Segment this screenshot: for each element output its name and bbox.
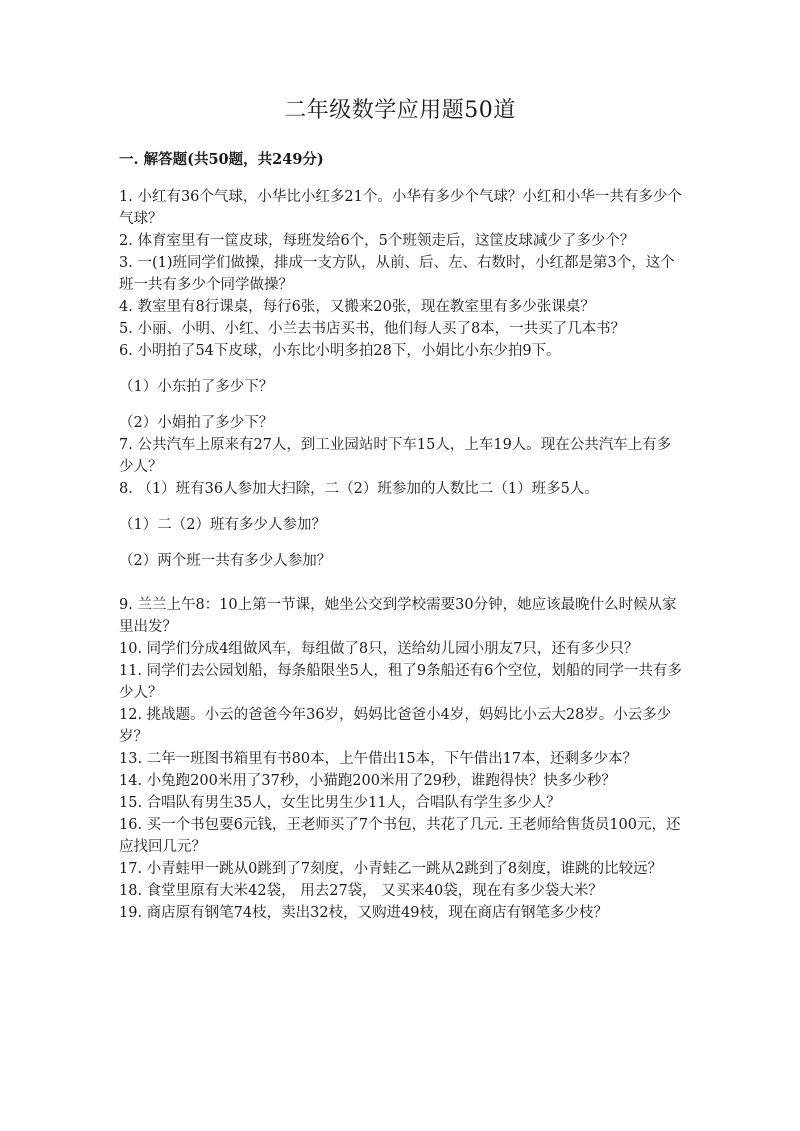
question-11: 11. 同学们去公园划船，每条船限坐5人，租了9条船还有6个空位，划船的同学一共有多少人？ xyxy=(119,663,682,701)
question-17: 17. 小青蛙甲一跳从0跳到了7刻度，小青蛙乙一跳从2跳到了8刻度，谁跳的比较远？ xyxy=(119,861,663,877)
question-8-part-1: （1）二（2）班有多少人参加？ xyxy=(119,517,326,533)
question-2: 2. 体育室里有一筐皮球，每班发给6个，5个班领走后，这筐皮球减少了多少个？ xyxy=(119,233,635,249)
question-5: 5. 小丽、小明、小红、小兰去书店买书，他们每人买了8本，一共买了几本书？ xyxy=(119,321,626,337)
question-3: 3. 一(1)班同学们做操，排成一支方队，从前、后、左、右数时，小红都是第3个，这个班一共有多少个同学做操？ xyxy=(119,255,675,293)
question-1: 1. 小红有36个气球，小华比小红多21个。小华有多少个气球？小红和小华一共有多少个气球？ xyxy=(119,189,682,227)
question-9: 9. 兰兰上午8：10上第一节课，她坐公交到学校需要30分钟，她应该最晚什么时候从家里出发？ xyxy=(119,597,677,635)
question-15: 15. 合唱队有男生35人，女生比男生少11人，合唱队有学生多少人？ xyxy=(119,795,561,811)
question-18: 18. 食堂里原有大米42袋， 用去27袋， 又买来40袋，现在有多少袋大米？ xyxy=(119,883,603,899)
section-heading: 一. 解答题(共50题，共249分) xyxy=(119,151,324,168)
question-12: 12. 挑战题。小云的爸爸今年36岁，妈妈比爸爸小4岁，妈妈比小云大28岁。小云多少岁？ xyxy=(119,707,672,745)
question-list xyxy=(119,186,684,924)
question-6-part-1: （1）小东拍了多少下？ xyxy=(119,379,274,395)
document-title: 二年级数学应用题50道 xyxy=(284,98,516,123)
question-19: 19. 商店原有钢笔74枝，卖出32枝，又购进49枝，现在商店有钢笔多少枝？ xyxy=(119,905,609,921)
question-6: 6. 小明拍了54下皮球，小东比小明多拍28下，小娟比小东少拍9下。 xyxy=(119,343,561,359)
question-13: 13. 二年一班图书箱里有书80本，上午借出15本，下午借出17本，还剩多少本？ xyxy=(119,751,638,767)
question-8: 8. （1）班有36人参加大扫除，二（2）班参加的人数比二（1）班多5人。 xyxy=(119,481,599,497)
question-4: 4. 教室里有8行课桌，每行6张，又搬来20张，现在教室里有多少张课桌？ xyxy=(119,299,595,315)
question-10: 10. 同学们分成4组做风车，每组做了8只，送给幼儿园小朋友7只，还有多少只？ xyxy=(119,641,639,657)
question-8-part-2: （2）两个班一共有多少人参加？ xyxy=(119,553,332,569)
question-14: 14. 小兔跑200米用了37秒，小猫跑200米用了29秒，谁跑得快？快多少秒？ xyxy=(119,773,616,789)
question-16: 16. 买一个书包要6元钱，王老师买了7个书包，共花了几元. 王老师给售货员100元，还应找回几元？ xyxy=(119,817,681,855)
question-6-part-2: （2）小娟拍了多少下？ xyxy=(119,415,274,431)
question-7: 7. 公共汽车上原来有27人，到工业园站时下车15人，上车19人。现在公共汽车上有多少人？ xyxy=(119,437,672,475)
